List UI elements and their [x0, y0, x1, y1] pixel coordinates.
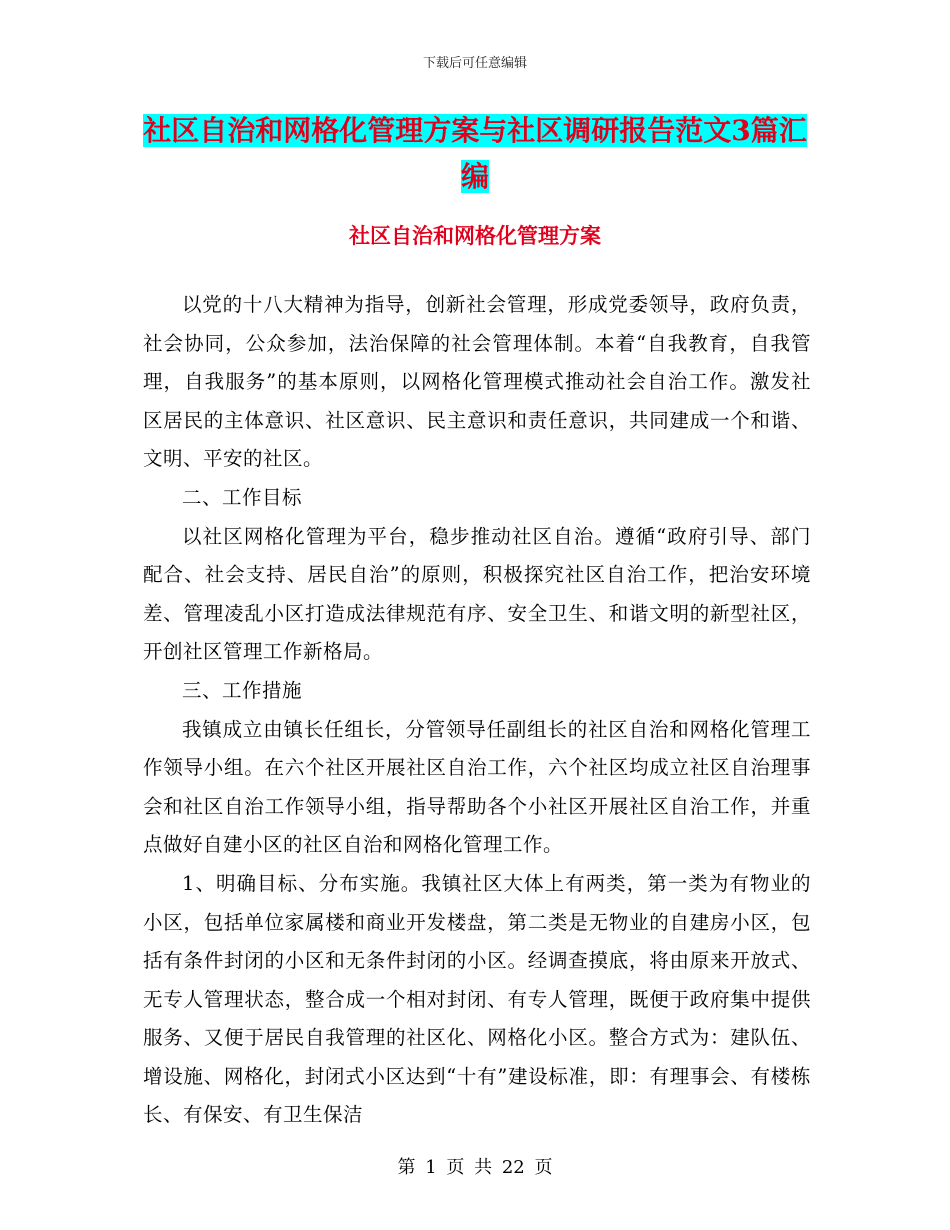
page-header: 下载后可任意编辑	[422, 56, 527, 71]
document-body	[143, 286, 811, 1135]
document-title-highlight: 社区自治和网格化管理方案与社区调研报告范文3篇汇编	[143, 114, 807, 193]
heading-work-measures: 三、工作措施	[182, 678, 303, 702]
paragraph-item-1: 1、明确目标、分布实施。我镇社区大体上有两类，第一类为有物业的小区，包括单位家属楼和商业开发楼盘，第二类是无物业的自建房小区，包括有条件封闭的小区和无条件封闭的小区。经调查摸底，将由原来开放式、无专人管理状态，整合成一个相对封闭、有专人管理，既便于政府集中提供服务、又便于居民自我管理的社区化、网格化小区。整合方式为：建队伍、增设施、网格化，封闭式小区达到“十有”建设标准，即：有理事会、有楼栋长、有保安、有卫生保洁	[143, 871, 811, 1127]
section-title: 社区自治和网格化管理方案	[349, 223, 601, 248]
paragraph-goals: 以社区网格化管理为平台，稳步推动社区自治。遵循“政府引导、部门配合、社会支持、居民自治”的原则，积极探究社区自治工作，把治安环境差、管理凌乱小区打造成法律规范有序、安全卫生、和谐文明的新型社区，开创社区管理工作新格局。	[143, 524, 811, 664]
document-title	[140, 108, 810, 200]
page-footer: 第 1 页 共 22 页	[397, 1157, 553, 1178]
heading-work-goals: 二、工作目标	[182, 485, 303, 509]
paragraph-measures: 我镇成立由镇长任组长，分管领导任副组长的社区自治和网格化管理工作领导小组。在六个社区开展社区自治工作，六个社区均成立社区自治理事会和社区自治工作领导小组，指导帮助各个小社区开展社区自治工作，并重点做好自建小区的社区自治和网格化管理工作。	[143, 717, 811, 857]
paragraph-intro: 以党的十八大精神为指导，创新社会管理，形成党委领导，政府负责，社会协同，公众参加，法治保障的社会管理体制。本着“自我教育，自我管理，自我服务”的基本原则，以网格化管理模式推动社会自治工作。激发社区居民的主体意识、社区意识、民主意识和责任意识，共同建成一个和谐、文明、平安的社区。	[143, 293, 811, 471]
